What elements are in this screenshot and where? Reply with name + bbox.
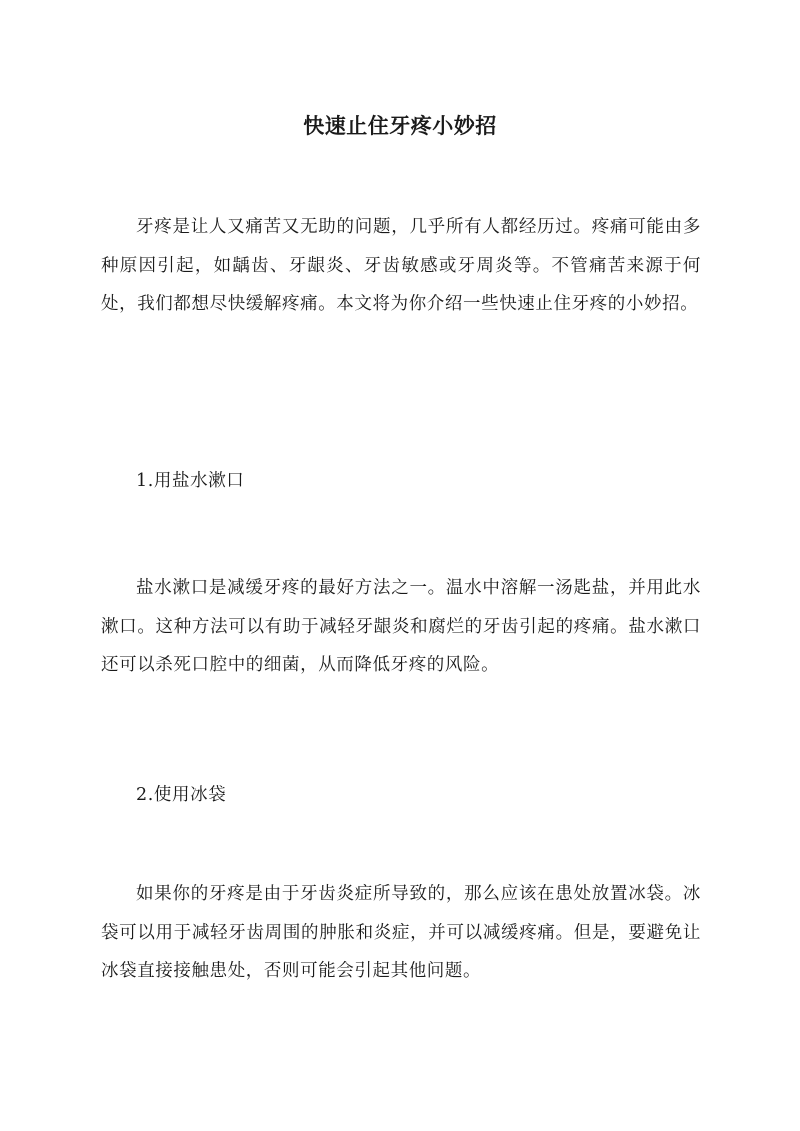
document-title: 快速止住牙疼小妙招 (303, 113, 497, 139)
section-heading-salt-water: 1.用盐水漱口 (136, 471, 245, 491)
section-paragraph-salt-water: 盐水漱口是减缓牙疼的最好方法之一。温水中溶解一汤匙盐，并用此水漱口。这种方法可以有助于减轻牙龈炎和腐烂的牙齿引起的疼痛。盐水漱口还可以杀死口腔中的细菌，从而降低牙疼的风险。 (101, 578, 701, 675)
section-paragraph-ice-pack: 如果你的牙疼是由于牙齿炎症所导致的，那么应该在患处放置冰袋。冰袋可以用于减轻牙齿周围的肿胀和炎症，并可以减缓疼痛。但是，要避免让冰袋直接接触患处，否则可能会引起其他问题。 (101, 884, 701, 981)
intro-paragraph: 牙疼是让人又痛苦又无助的问题，几乎所有人都经历过。疼痛可能由多种原因引起，如龋齿、牙龈炎、牙齿敏感或牙周炎等。不管痛苦来源于何处，我们都想尽快缓解疼痛。本文将为你介绍一些快速止住牙疼的小妙招。 (101, 217, 701, 314)
section-heading-ice-pack: 2.使用冰袋 (136, 785, 227, 805)
